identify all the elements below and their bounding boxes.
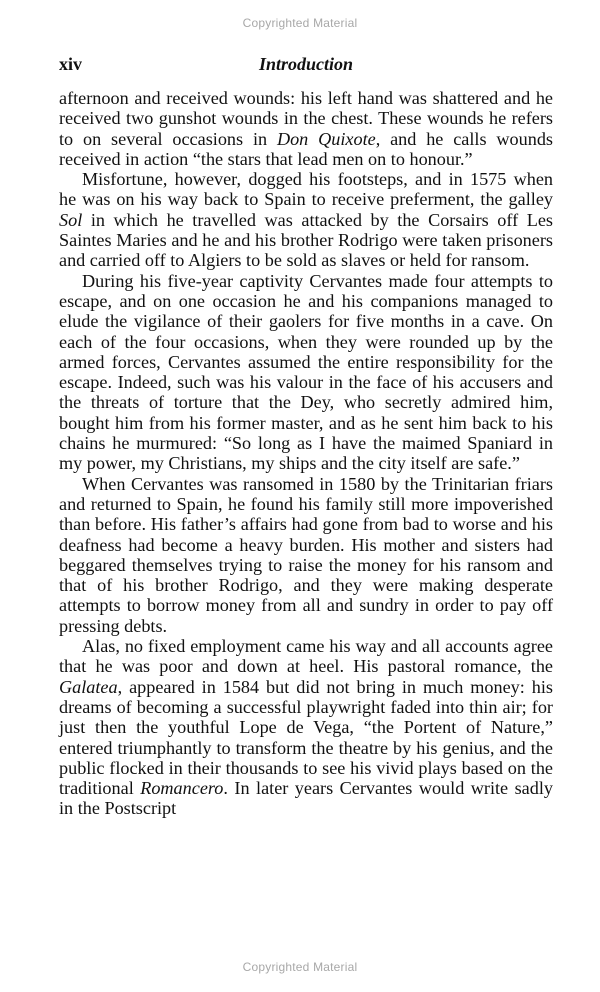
paragraph-1 [59, 88, 553, 169]
paragraph-2-ship-name: Sol [59, 209, 83, 230]
copyright-watermark-top: Copyrighted Material [242, 16, 358, 30]
body-text [59, 88, 553, 819]
paragraph-3-text-1: During his five-year captivity Cervantes made four attempts to escape, and on one occasion he and his companions managed to elude the vigilance of their gaolers for five months in a cave. On each of the four occasions, when they were rounded up by the armed forces, Cervantes assumed the entire responsibility for the escape. Indeed, such was his valour in the face of his accusers and the threats of torture that the Dey, who secretly admired him, bought him from his former master, and as he sent him back to his chains he murmured: “So long as I have the maimed Spaniard in my power, my Christians, my ships and the city itself are safe.” [59, 270, 553, 474]
paragraph-4-text-1: When Cervantes was ransomed in 1580 by the Trinitarian friars and returned to Spain, he found his family still more impoverished than before. His father’s affairs had gone from bad to worse and his deafness had become a heavy burden. His mother and sisters had beggared themselves trying to raise the money for his ransom and that of his brother Rodrigo, and they were making desperate attempts to borrow money from all and sundry in order to pay off pressing debts. [59, 473, 553, 636]
paragraph-5-title-galatea: Galatea [59, 676, 118, 697]
paragraph-5-text-2: , appeared in 1584 but did not bring in much money: his dreams of becoming a successful playwright faded into thin air; for just then the youthful Lope de Vega, “the Portent of Nature,” entered triumphantly to transform the theatre by his genius, and the public flocked in their thousands to see his vivid plays based on the traditional [59, 676, 553, 799]
paragraph-5-text-3: . In later years Cervantes would write sadly in the Postscript [59, 778, 553, 819]
paragraph-4 [59, 474, 553, 636]
paragraph-2-text-2: in which he travelled was attacked by the Corsairs off Les Saintes Maries and he and his brother Rodrigo were taken prisoners and carried off to Algiers to be sold as slaves or held for ransom. [59, 209, 553, 271]
paragraph-5 [59, 636, 553, 819]
running-head [59, 54, 553, 80]
paragraph-2-text-1: Misfortune, however, dogged his footsteps, and in 1575 when he was on his way back to Spain to receive preferment, the galley [59, 169, 553, 210]
copyright-watermark-bottom: Copyrighted Material [242, 960, 358, 974]
paragraph-5-title-romancero: Romancero [140, 778, 224, 799]
paragraph-5-text-1: Alas, no fixed employment came his way and all accounts agree that he was poor and down at heel. His pastoral romance, the [59, 636, 553, 677]
paragraph-3 [59, 271, 553, 474]
chapter-title: Introduction [258, 54, 354, 74]
paragraph-1-text-1: afternoon and received wounds: his left hand was shattered and he received two gunshot wounds in the chest. These wounds he refers to on several occasions in [59, 88, 553, 149]
page-number: xiv [59, 54, 83, 74]
paragraph-1-title-don-quixote: Don Quixote [276, 128, 376, 149]
paragraph-1-text-2: , and he calls wounds received in action “the stars that lead men on to honour.” [59, 128, 553, 169]
paragraph-2 [59, 169, 553, 270]
